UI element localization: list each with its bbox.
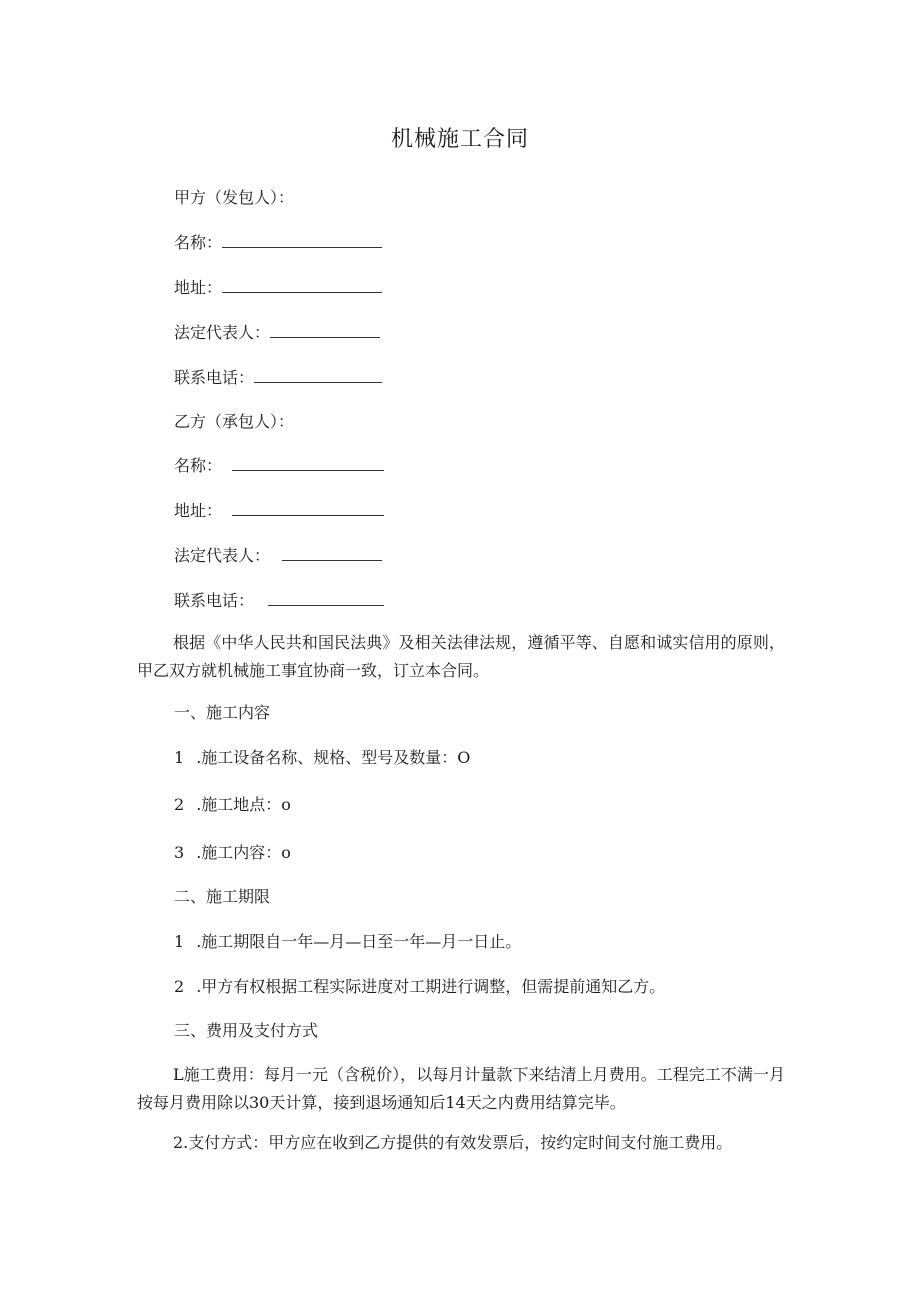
party-a-heading: 甲方（发包人）： <box>174 188 295 207</box>
party-a-rep-row <box>174 323 380 343</box>
party-a-name-label: 名称： <box>174 233 223 252</box>
party-a-name-blank[interactable] <box>222 233 382 248</box>
party-b-name-label: 名称： <box>174 456 223 475</box>
section-1-item-2 <box>174 795 291 815</box>
party-b-address-row <box>174 501 384 521</box>
section-1-item-2-text: .施工地点：o <box>196 795 291 814</box>
party-a-address-blank[interactable] <box>222 278 382 293</box>
section-1-item-2-number: 2 <box>174 795 185 814</box>
party-b-name-row <box>174 456 384 476</box>
party-a-phone-label: 联系电话： <box>174 368 255 387</box>
party-b-rep-label: 法定代表人： <box>174 546 271 565</box>
party-a-rep-blank[interactable] <box>270 323 380 338</box>
party-b-heading: 乙方（承包人）： <box>174 412 295 431</box>
section-3-heading: 三、费用及支付方式 <box>174 1021 319 1040</box>
intro-paragraph: 根据《中华人民共和国民法典》及相关法律法规，遵循平等、自愿和诚实信用的原则，甲乙双方就机械施工事宜协商一致，订立本合同。 <box>137 633 785 680</box>
party-b-address-blank[interactable] <box>232 501 384 516</box>
section-1-item-1 <box>174 748 470 768</box>
section-2-item-2 <box>174 977 665 997</box>
party-a-address-row <box>174 278 382 298</box>
party-b-phone-label: 联系电话： <box>174 591 255 610</box>
section-3-item-1: L施工费用：每月一元（含税价），以每月计量款下来结清上月费用。工程完工不满一月按每月费用除以30天计算，接到退场通知后14天之内费用结算完毕。 <box>137 1065 785 1112</box>
section-2-item-1-text: .施工期限自一年—月—日至一年—月一日止。 <box>196 932 522 951</box>
section-1-item-1-text: .施工设备名称、规格、型号及数量：O <box>196 748 471 767</box>
section-2-heading: 二、施工期限 <box>174 887 271 906</box>
party-b-rep-blank[interactable] <box>282 546 382 561</box>
party-a-address-label: 地址： <box>174 278 223 297</box>
section-2-item-2-text: .甲方有权根据工程实际进度对工期进行调整，但需提前通知乙方。 <box>196 977 666 996</box>
document-title: 机械施工合同 <box>390 127 529 152</box>
section-2-item-1-number: 1 <box>174 932 185 951</box>
section-1-item-3-number: 3 <box>174 843 185 862</box>
section-1-heading: 一、施工内容 <box>174 703 271 722</box>
party-b-rep-row <box>174 546 382 566</box>
section-1-item-1-number: 1 <box>174 748 185 767</box>
section-1-item-3 <box>174 843 291 863</box>
party-a-rep-label: 法定代表人： <box>174 323 271 342</box>
party-b-address-label: 地址： <box>174 501 223 520</box>
party-a-phone-blank[interactable] <box>254 368 382 383</box>
section-2-item-2-number: 2 <box>174 977 185 996</box>
party-a-name-row <box>174 233 382 253</box>
section-2-item-1 <box>174 932 521 952</box>
party-b-phone-blank[interactable] <box>268 591 384 606</box>
party-b-name-blank[interactable] <box>232 456 384 471</box>
party-b-phone-row <box>174 591 384 611</box>
section-3-item-2: 2.支付方式：甲方应在收到乙方提供的有效发票后，按约定时间支付施工费用。 <box>173 1133 733 1152</box>
party-a-phone-row <box>174 368 382 388</box>
section-1-item-3-text: .施工内容：o <box>196 843 291 862</box>
